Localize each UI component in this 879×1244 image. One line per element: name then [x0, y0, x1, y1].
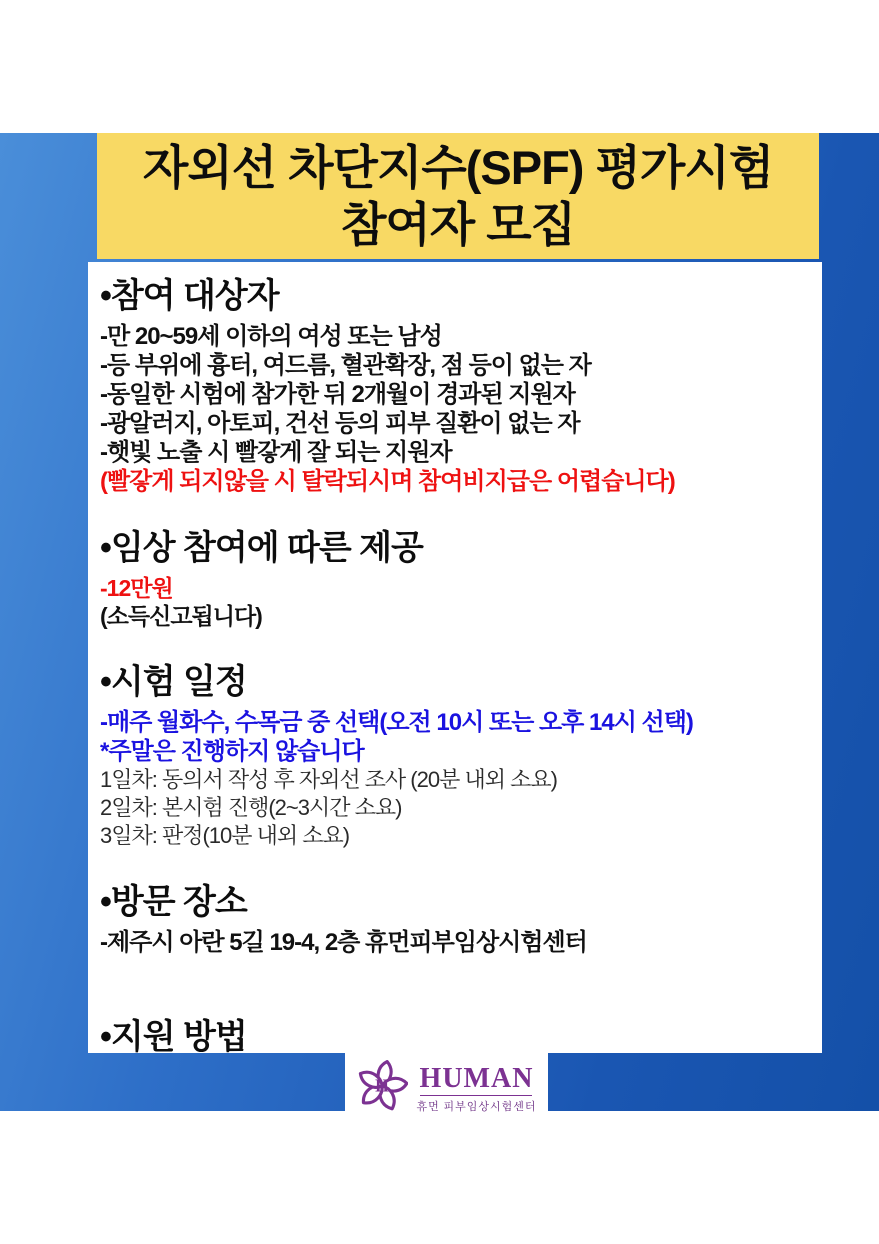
section-heading-schedule: •시험 일정 [100, 663, 247, 701]
target-warning: (빨갛게 되지않을 시 탈락되시며 참여비지급은 어렵습니다) [100, 468, 675, 495]
target-item: -만 20~59세 이하의 여성 또는 남성 [100, 323, 442, 350]
logo-divider [420, 1095, 532, 1096]
location-address: -제주시 아란 5길 19-4, 2층 휴먼피부임상시험센터 [100, 929, 587, 956]
logo-subtitle: 휴먼 피부임상시험센터 [416, 1101, 537, 1113]
section-heading-benefit: •임상 참여에 따른 제공 [100, 529, 423, 567]
poster-title-line2: 참여자 모집 [340, 198, 576, 251]
benefit-amount: -12만원 [100, 575, 173, 601]
title-banner [97, 133, 819, 259]
target-item: -광알러지, 아토피, 건선 등의 피부 질환이 없는 자 [100, 410, 580, 437]
flower-letter: H [375, 1075, 390, 1096]
section-heading-location: •방문 장소 [100, 883, 247, 921]
schedule-day: 2일차: 본시험 진행(2~3시간 소요) [100, 795, 402, 820]
flower-logo-icon [356, 1053, 408, 1119]
logo-name: HUMAN [419, 1063, 534, 1094]
section-heading-apply: •지원 방법 [100, 1018, 247, 1053]
schedule-note: -매주 월화수, 수목금 중 선택(오전 10시 또는 오후 14시 선택) [100, 709, 693, 736]
schedule-note: *주말은 진행하지 않습니다 [100, 738, 364, 765]
benefit-note: (소득신고됩니다) [100, 603, 262, 629]
poster-title-line1: 자외선 차단지수(SPF) 평가시험 [142, 141, 774, 194]
logo-text [416, 1064, 536, 1114]
schedule-day: 3일차: 판정(10분 내외 소요) [100, 823, 350, 848]
content-card [88, 262, 822, 1053]
target-item: -햇빛 노출 시 빨갛게 잘 되는 지원자 [100, 439, 452, 466]
section-heading-target: •참여 대상자 [100, 277, 279, 315]
human-center-logo [345, 1053, 548, 1125]
schedule-day: 1일차: 동의서 작성 후 자외선 조사 (20분 내외 소요) [100, 767, 557, 792]
target-item: -동일한 시험에 참가한 뒤 2개월이 경과된 지원자 [100, 381, 575, 408]
target-item: -등 부위에 흉터, 여드름, 혈관확장, 점 등이 없는 자 [100, 352, 591, 379]
